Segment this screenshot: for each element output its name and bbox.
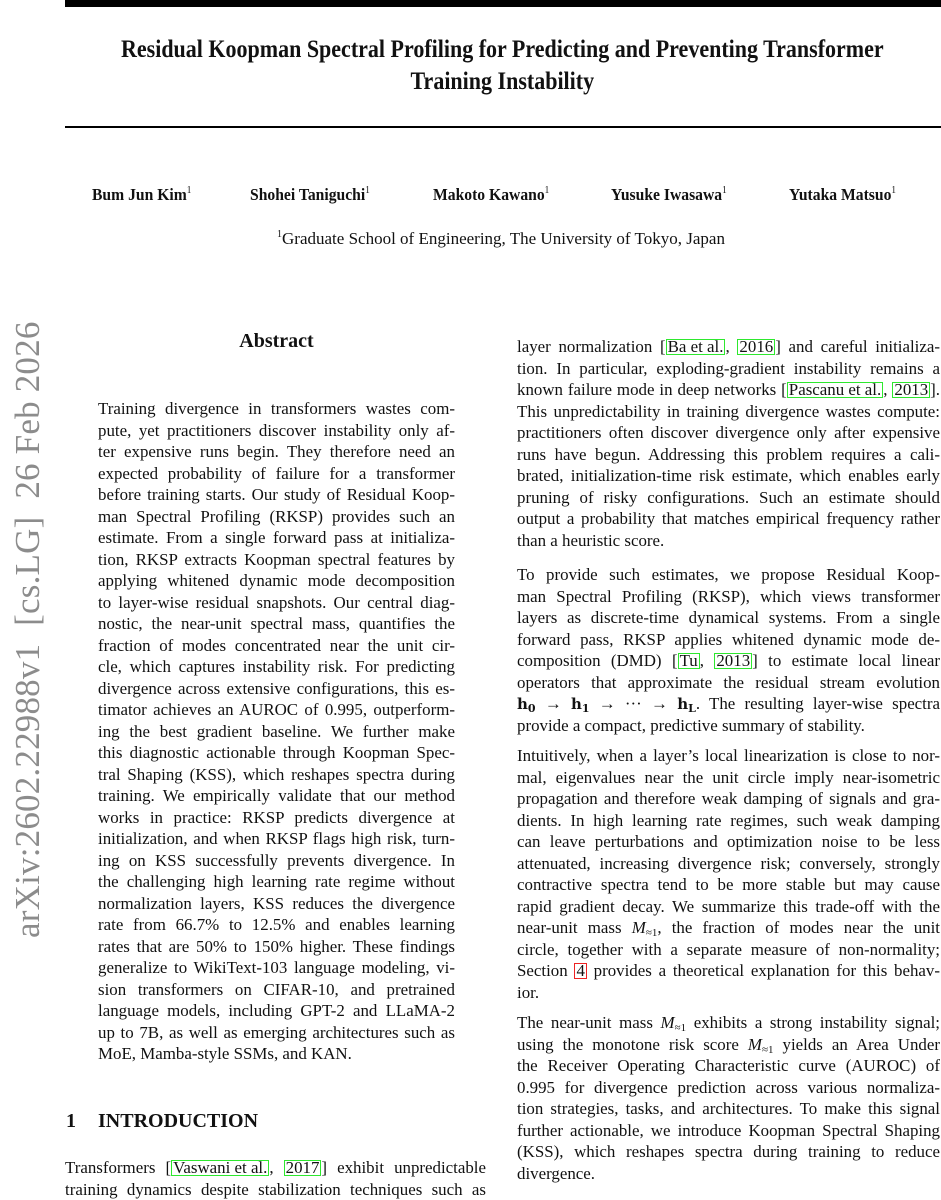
text-line: the Receiver Operating Characteristic curve (AUROC) of bbox=[517, 1056, 940, 1075]
text-line: timator achieves an AUROC of 0.995, outperform- bbox=[98, 700, 455, 719]
text-line: man Spectral Profiling (RKSP), which views transformer bbox=[517, 586, 940, 606]
text-line: layer normalization [ Ba et al. , 2016 ] and careful initializa- bbox=[517, 337, 940, 356]
title-top-rule bbox=[65, 0, 941, 7]
math-subscript: ≈1 bbox=[674, 1022, 687, 1034]
title-bottom-rule bbox=[65, 126, 941, 128]
text-line: circle, together with a separate measure of non-normality; bbox=[517, 939, 940, 959]
title-line-2: Training Instability bbox=[410, 68, 594, 95]
math-vector: $h_1$ bbox=[570, 695, 590, 715]
math-subscript: L bbox=[688, 702, 696, 715]
text-line: Training divergence in transformers wastes com- bbox=[98, 399, 455, 418]
citation-year-link[interactable]: 2016 bbox=[739, 337, 774, 356]
author-name: Makoto Kawano bbox=[433, 185, 545, 204]
text-line: Section 4 provides a theoretical explanation for this behav- bbox=[517, 961, 940, 980]
math-symbol: $M_{\approx 1}$ bbox=[631, 918, 658, 939]
text-line: brated, initialization-time risk estimate, which enables early bbox=[517, 466, 940, 485]
math-vector: $h_L$ bbox=[677, 695, 696, 715]
text-line: rate from 66.7% to 12.5% and enables learning bbox=[98, 915, 455, 934]
text-line: near-unit mass $M_{\approx 1}$, the fraction of modes near the unit bbox=[517, 918, 940, 939]
intro-paragraph bbox=[517, 336, 940, 551]
text-line: (KSS), which reshapes spectra during training to reduce bbox=[517, 1142, 940, 1161]
citation-author-link[interactable]: Ba et al. bbox=[667, 337, 724, 356]
section-heading-introduction bbox=[66, 1110, 258, 1133]
text-line: layers as discrete-time dynamical systems. From a single bbox=[517, 608, 940, 627]
text-line: tion strategies, tasks, and architectures. To make this signal bbox=[517, 1099, 940, 1118]
text-line: tral Shaping (KSS), which reshapes spectra during bbox=[98, 764, 455, 784]
text-line: can leave perturbations and optimization noise to be less bbox=[517, 832, 940, 851]
abstract-heading: Abstract bbox=[239, 330, 314, 352]
text-line: ter expensive runs begin. They therefore need an bbox=[98, 442, 455, 461]
text-line: expected probability of failure for a transformer bbox=[98, 463, 455, 483]
text-line: estimate. From a single forward pass at initializa- bbox=[98, 528, 455, 547]
text-line: Transformers [ Vaswani et al. , 2017 ] exhibit unpredictable bbox=[65, 1158, 486, 1177]
text-line: than a heuristic score. bbox=[517, 530, 665, 550]
citation-year-link[interactable]: 2017 bbox=[285, 1158, 320, 1177]
intro-paragraph bbox=[517, 564, 940, 736]
section-title: INTRODUCTION bbox=[98, 1110, 259, 1132]
text-line: to layer-wise residual snapshots. Our central diag- bbox=[98, 592, 455, 612]
text-line: before training starts. Our study of Residual Koop- bbox=[98, 485, 455, 504]
citation-author-link[interactable]: Tu bbox=[679, 651, 698, 670]
text-line: forward pass, RKSP applies whitened dynamic mode de- bbox=[517, 629, 940, 649]
text-line: This unpredictability in training divergence wastes compute: bbox=[517, 401, 940, 421]
text-line: tion. In particular, exploding-gradient instability remains a bbox=[517, 358, 940, 378]
text-line: composition (DMD) [ Tu , 2013 ] to estimate local linear bbox=[517, 651, 940, 670]
text-line: rapid gradient decay. We summarize this trade-off with the bbox=[517, 896, 940, 916]
author-name: Yusuke Iwasawa bbox=[611, 185, 723, 204]
abstract-body bbox=[98, 398, 455, 1065]
text-line: ing on KSS successfully prevents divergence. In bbox=[98, 850, 455, 870]
citation-year-link[interactable]: 2013 bbox=[716, 651, 751, 670]
text-line: training dynamics despite stabilization techniques such as bbox=[65, 1179, 486, 1199]
affiliation bbox=[0, 229, 941, 249]
affiliation-mark: 1 bbox=[277, 229, 283, 240]
text-line: language models, including GPT-2 and LLaMA-2 bbox=[98, 1001, 455, 1020]
text-line: fraction of modes concentrated near the unit cir- bbox=[98, 635, 455, 655]
text-line: training. We empirically validate that our method bbox=[98, 786, 455, 805]
author bbox=[433, 185, 549, 205]
author-name: Shohei Taniguchi bbox=[250, 185, 366, 204]
author-affil-mark: 1 bbox=[186, 185, 192, 196]
text-line: The near-unit mass $M_{\approx 1}$ exhibits a strong instability signal; bbox=[517, 1013, 940, 1034]
text-line: rates that are 50% to 150% higher. These findings bbox=[98, 936, 455, 956]
citation-author-link[interactable]: Vaswani et al. bbox=[173, 1158, 268, 1177]
text-line: works in practice: RKSP predicts divergence at bbox=[98, 807, 455, 827]
text-line: mal, eigenvalues near the unit circle imply near-isometric bbox=[517, 767, 940, 787]
author-affil-mark: 1 bbox=[891, 185, 897, 196]
citation-year-link[interactable]: 2013 bbox=[894, 380, 929, 399]
text-line: To provide such estimates, we propose Residual Koop- bbox=[517, 565, 940, 584]
math-symbol: $M_{\approx 1}$ bbox=[660, 1013, 687, 1034]
math-subscript: ≈1 bbox=[761, 1043, 774, 1056]
text-line: man Spectral Profiling (RKSP) provides such an bbox=[98, 506, 455, 526]
text-line: the challenging high learning rate regime without bbox=[98, 872, 455, 891]
math-symbol: $M_{\approx 1}$ bbox=[747, 1034, 774, 1056]
intro-paragraph bbox=[517, 745, 940, 1003]
author bbox=[789, 185, 896, 205]
text-line: further actionable, we introduce Koopman Spectral Shaping bbox=[517, 1120, 940, 1140]
text-line: nostic, the near-unit spectral mass, quantifies the bbox=[98, 614, 455, 633]
title-line-1: Residual Koopman Spectral Profiling for Predicting and Preventing Transformer bbox=[120, 36, 884, 63]
text-line: pute, yet practitioners discover instability only af- bbox=[98, 420, 455, 440]
section-ref-link[interactable]: 4 bbox=[576, 961, 585, 980]
text-line: output a probability that matches empirical frequency rather bbox=[517, 509, 940, 528]
text-line: contractive spectra tend to be more stable but may cause bbox=[517, 875, 940, 894]
text-line: operators that approximate the residual stream evolution bbox=[517, 672, 940, 692]
text-line: $h_0 \to h_1$ → ··· → $h_L$. The resulting layer-wise spectra bbox=[517, 694, 940, 715]
text-line: propagation and therefore weak damping of signals and gra- bbox=[517, 789, 940, 808]
text-line: applying whitened dynamic mode decomposition bbox=[98, 571, 455, 590]
text-line: 0.995 for divergence prediction across various normaliza- bbox=[517, 1077, 940, 1097]
text-line: attenuated, increasing divergence risk; conversely, strongly bbox=[517, 853, 940, 873]
author bbox=[250, 185, 370, 205]
author bbox=[92, 185, 191, 205]
arxiv-stamp: arXiv:2602.22988v1 [cs.LG] 26 Feb 2026 bbox=[8, 321, 47, 938]
math-subscript: 0 bbox=[527, 702, 536, 715]
author-name: Bum Jun Kim bbox=[92, 185, 187, 204]
text-line: provide a compact, predictive summary of stability. bbox=[517, 715, 865, 735]
text-line: dients. In high learning rate regimes, such weak damping bbox=[517, 810, 940, 830]
text-line: initialization, and when RKSP flags high risk, turn- bbox=[98, 829, 455, 848]
intro-paragraph bbox=[517, 1012, 940, 1184]
intro-paragraph-left bbox=[65, 1157, 486, 1200]
author-name: Yutaka Matsuo bbox=[789, 185, 892, 204]
text-line: generalize to WikiText-103 language modeling, vi- bbox=[98, 958, 455, 977]
paper-title bbox=[40, 34, 941, 98]
text-line: runs have begun. Addressing this problem requires a cali- bbox=[517, 444, 940, 464]
text-line: divergence. bbox=[517, 1163, 596, 1183]
affiliation-text: Graduate School of Engineering, The University of Tokyo, Japan bbox=[282, 229, 725, 248]
text-line: ing the best gradient baseline. We further make bbox=[98, 721, 455, 741]
text-line: using the monotone risk score $M_{\approx 1}$ yields an Area Under bbox=[517, 1034, 940, 1056]
text-line: tion, RKSP extracts Koopman spectral features by bbox=[98, 549, 455, 569]
text-line: divergence across extensive configurations, this es- bbox=[98, 678, 455, 698]
text-line: practitioners often discover divergence only after expensive bbox=[517, 423, 940, 442]
citation-author-link[interactable]: Pascanu et al. bbox=[788, 380, 882, 399]
text-line: normalization layers, KSS reduces the divergence bbox=[98, 893, 455, 913]
text-line: ior. bbox=[517, 982, 540, 1002]
math-subscript: 1 bbox=[581, 702, 590, 715]
author-list bbox=[0, 185, 941, 209]
text-line: Intuitively, when a layer’s local linearization is close to nor- bbox=[517, 746, 940, 765]
text-line: pruning of risky configurations. Such an estimate should bbox=[517, 487, 940, 507]
text-line: MoE, Mamba-style SSMs, and KAN. bbox=[98, 1044, 352, 1063]
author-affil-mark: 1 bbox=[722, 185, 727, 196]
author-affil-mark: 1 bbox=[365, 185, 370, 196]
text-line: sion transformers on CIFAR-10, and pretrained bbox=[98, 979, 455, 999]
text-line: up to 7B, as well as emerging architectures such as bbox=[98, 1022, 455, 1042]
text-line: this diagnostic actionable through Koopman Spec- bbox=[98, 743, 455, 762]
author-affil-mark: 1 bbox=[544, 185, 550, 196]
section-number: 1 bbox=[66, 1110, 76, 1132]
text-line: cle, which captures instability risk. For predicting bbox=[98, 657, 455, 676]
author bbox=[611, 185, 727, 205]
text-line: known failure mode in deep networks [ Pascanu et al. , 2013 ]. bbox=[517, 380, 941, 399]
math-vector: $h_0$ bbox=[517, 695, 536, 715]
math-subscript: ≈1 bbox=[645, 927, 658, 939]
